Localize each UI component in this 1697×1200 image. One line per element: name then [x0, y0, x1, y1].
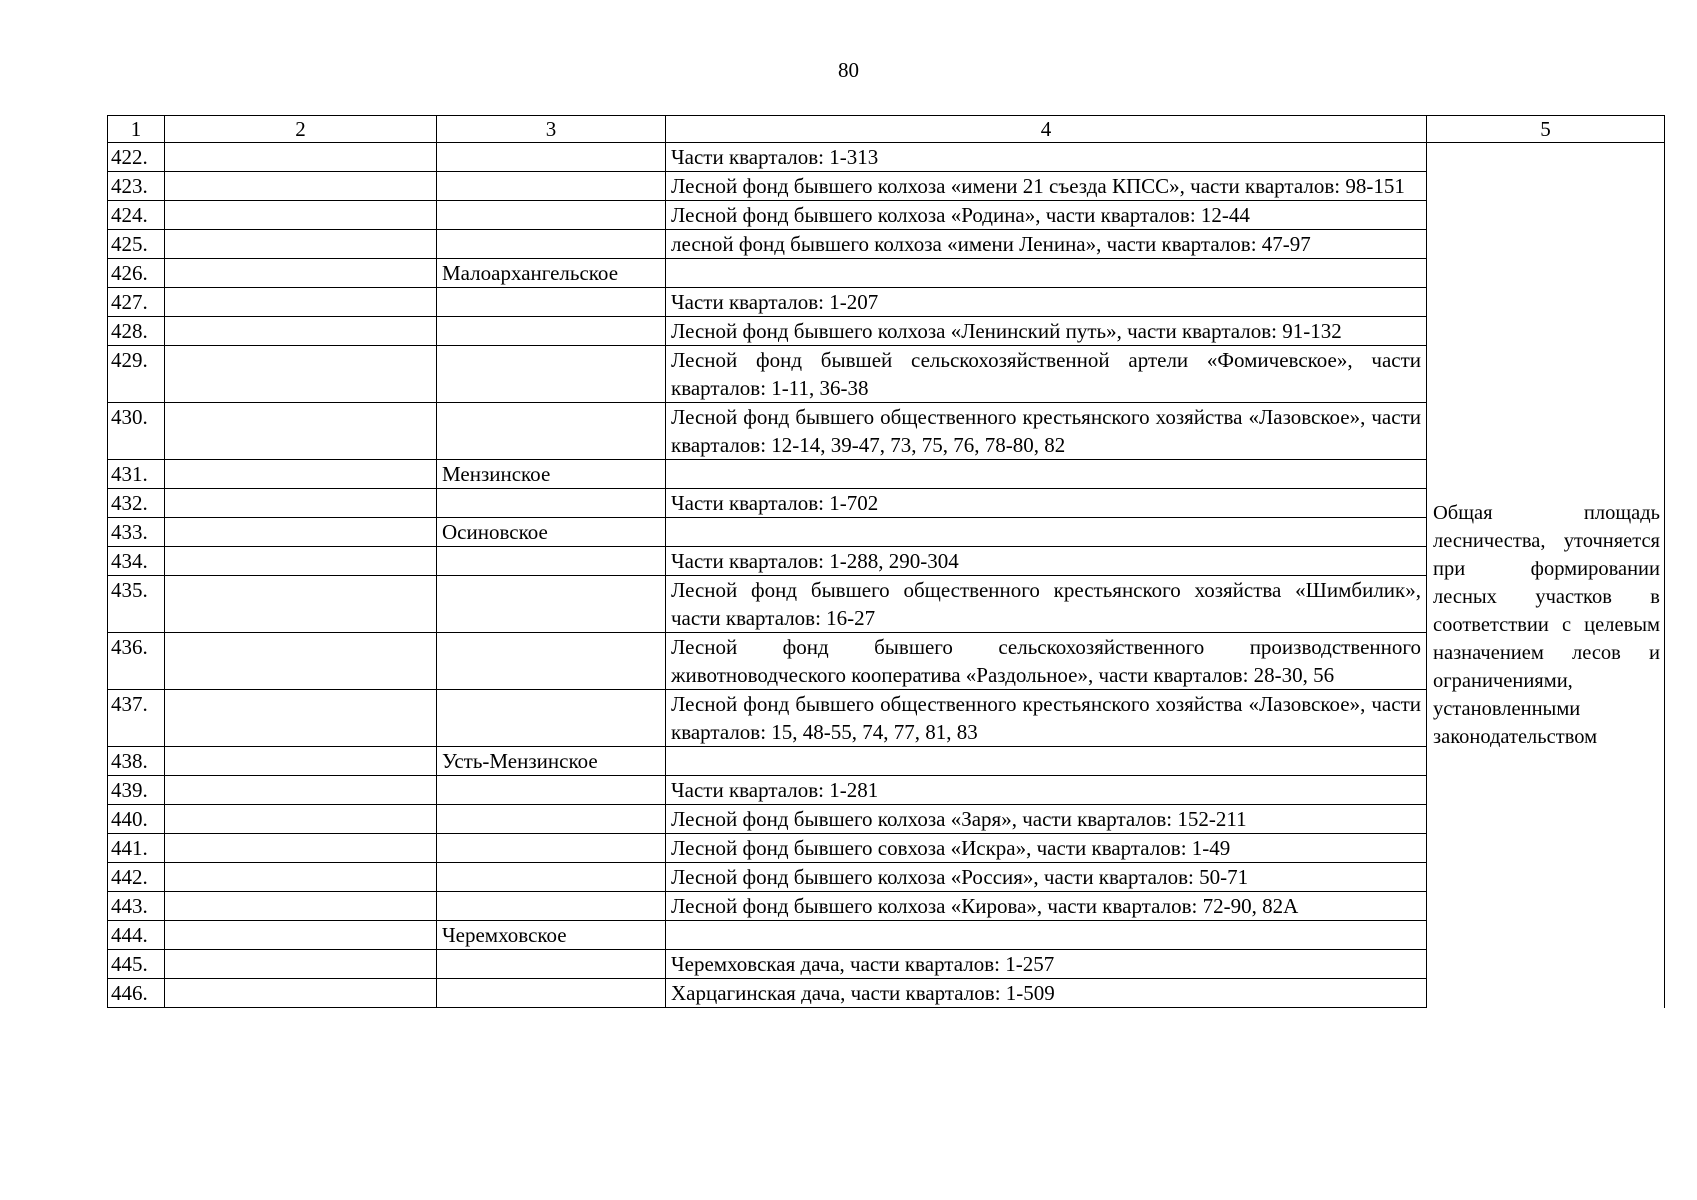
row-number: 442.: [108, 863, 165, 892]
header-cell-1: 1: [108, 116, 165, 143]
area-note-text: Общая площадь лесничества, уточняется при формировании лесных участков в соответствии с целевым назначением лесов и ограничениями, установленными законодательством: [1433, 502, 1660, 748]
row-column-2: [165, 317, 437, 346]
row-number: 431.: [108, 460, 165, 489]
row-column-2: [165, 863, 437, 892]
row-number: 439.: [108, 776, 165, 805]
quarters-description: [666, 460, 1427, 489]
row-number: 429.: [108, 346, 165, 403]
row-column-2: [165, 259, 437, 288]
row-number: 432.: [108, 489, 165, 518]
district-name: Усть-Мензинское: [437, 747, 666, 776]
district-name: [437, 317, 666, 346]
row-column-2: [165, 747, 437, 776]
quarters-description: Лесной фонд бывшего колхоза «Россия», части кварталов: 50-71: [666, 863, 1427, 892]
quarters-description: [666, 747, 1427, 776]
row-column-2: [165, 950, 437, 979]
district-name: [437, 776, 666, 805]
row-column-2: [165, 805, 437, 834]
quarters-description: Лесной фонд бывшего общественного крестьянского хозяйства «Лазовское», части кварталов: 12-14, 39-47, 73, 75, 76, 78-80, 82: [666, 403, 1427, 460]
row-column-2: [165, 518, 437, 547]
row-number: 440.: [108, 805, 165, 834]
district-name: [437, 950, 666, 979]
table-header-row: [108, 116, 1665, 143]
district-name: [437, 834, 666, 863]
row-column-2: [165, 633, 437, 690]
district-name: [437, 576, 666, 633]
row-column-2: [165, 921, 437, 950]
quarters-description: Части кварталов: 1-313: [666, 143, 1427, 172]
row-number: 427.: [108, 288, 165, 317]
district-name: [437, 633, 666, 690]
row-number: 445.: [108, 950, 165, 979]
row-column-2: [165, 690, 437, 747]
area-note-cell: [1427, 143, 1665, 1008]
table-row: [108, 143, 1665, 172]
row-column-2: [165, 547, 437, 576]
row-number: 423.: [108, 172, 165, 201]
quarters-description: [666, 921, 1427, 950]
row-number: 435.: [108, 576, 165, 633]
district-name: [437, 892, 666, 921]
row-number: 430.: [108, 403, 165, 460]
quarters-description: Лесной фонд бывшего колхоза «имени 21 съезда КПСС», части кварталов: 98-151: [666, 172, 1427, 201]
row-column-2: [165, 230, 437, 259]
quarters-description: [666, 518, 1427, 547]
quarters-description: Лесной фонд бывшего общественного крестьянского хозяйства «Шимбилик», части кварталов: 16-27: [666, 576, 1427, 633]
row-number: 428.: [108, 317, 165, 346]
district-name: [437, 805, 666, 834]
district-name: [437, 979, 666, 1008]
row-column-2: [165, 834, 437, 863]
quarters-description: Черемховская дача, части кварталов: 1-257: [666, 950, 1427, 979]
page-number: 80: [838, 58, 859, 82]
row-number: 425.: [108, 230, 165, 259]
quarters-description: Лесной фонд бывшего колхоза «Заря», части кварталов: 152-211: [666, 805, 1427, 834]
row-number: 434.: [108, 547, 165, 576]
quarters-description: [666, 259, 1427, 288]
quarters-description: Лесной фонд бывшего колхоза «Родина», части кварталов: 12-44: [666, 201, 1427, 230]
district-name: Мензинское: [437, 460, 666, 489]
row-column-2: [165, 892, 437, 921]
quarters-description: Харцагинская дача, части кварталов: 1-509: [666, 979, 1427, 1008]
row-number: 441.: [108, 834, 165, 863]
district-name: [437, 143, 666, 172]
quarters-description: Лесной фонд бывшего колхоза «Кирова», части кварталов: 72-90, 82А: [666, 892, 1427, 921]
quarters-description: Лесной фонд бывшего сельскохозяйственного производственного животноводческого кооператива «Раздольное», части кварталов: 28-30, 56: [666, 633, 1427, 690]
quarters-description: Части кварталов: 1-281: [666, 776, 1427, 805]
district-name: Осиновское: [437, 518, 666, 547]
quarters-description: Лесной фонд бывшего колхоза «Ленинский путь», части кварталов: 91-132: [666, 317, 1427, 346]
district-name: [437, 346, 666, 403]
row-number: 446.: [108, 979, 165, 1008]
district-name: [437, 201, 666, 230]
district-name: [437, 403, 666, 460]
quarters-description: Лесной фонд бывшего совхоза «Искра», части кварталов: 1-49: [666, 834, 1427, 863]
district-name: [437, 230, 666, 259]
row-column-2: [165, 979, 437, 1008]
row-number: 426.: [108, 259, 165, 288]
row-number: 422.: [108, 143, 165, 172]
row-column-2: [165, 288, 437, 317]
district-name: [437, 690, 666, 747]
header-cell-5: 5: [1427, 116, 1665, 143]
row-column-2: [165, 143, 437, 172]
quarters-description: Лесной фонд бывшей сельскохозяйственной артели «Фомичевское», части кварталов: 1-11, 36-38: [666, 346, 1427, 403]
quarters-description: лесной фонд бывшего колхоза «имени Ленина», части кварталов: 47-97: [666, 230, 1427, 259]
district-name: [437, 547, 666, 576]
forestry-table: [107, 115, 1665, 1008]
quarters-description: Части кварталов: 1-702: [666, 489, 1427, 518]
district-name: [437, 863, 666, 892]
row-column-2: [165, 201, 437, 230]
header-cell-3: 3: [437, 116, 666, 143]
row-column-2: [165, 576, 437, 633]
district-name: Малоархангельское: [437, 259, 666, 288]
district-name: [437, 172, 666, 201]
row-number: 443.: [108, 892, 165, 921]
district-name: Черемховское: [437, 921, 666, 950]
row-column-2: [165, 403, 437, 460]
row-column-2: [165, 460, 437, 489]
row-number: 437.: [108, 690, 165, 747]
row-number: 444.: [108, 921, 165, 950]
row-number: 436.: [108, 633, 165, 690]
row-column-2: [165, 776, 437, 805]
header-cell-2: 2: [165, 116, 437, 143]
header-cell-4: 4: [666, 116, 1427, 143]
district-name: [437, 288, 666, 317]
row-column-2: [165, 346, 437, 403]
row-column-2: [165, 489, 437, 518]
quarters-description: Части кварталов: 1-288, 290-304: [666, 547, 1427, 576]
quarters-description: Части кварталов: 1-207: [666, 288, 1427, 317]
row-number: 424.: [108, 201, 165, 230]
row-number: 438.: [108, 747, 165, 776]
row-number: 433.: [108, 518, 165, 547]
row-column-2: [165, 172, 437, 201]
quarters-description: Лесной фонд бывшего общественного крестьянского хозяйства «Лазовское», части кварталов: 15, 48-55, 74, 77, 81, 83: [666, 690, 1427, 747]
district-name: [437, 489, 666, 518]
